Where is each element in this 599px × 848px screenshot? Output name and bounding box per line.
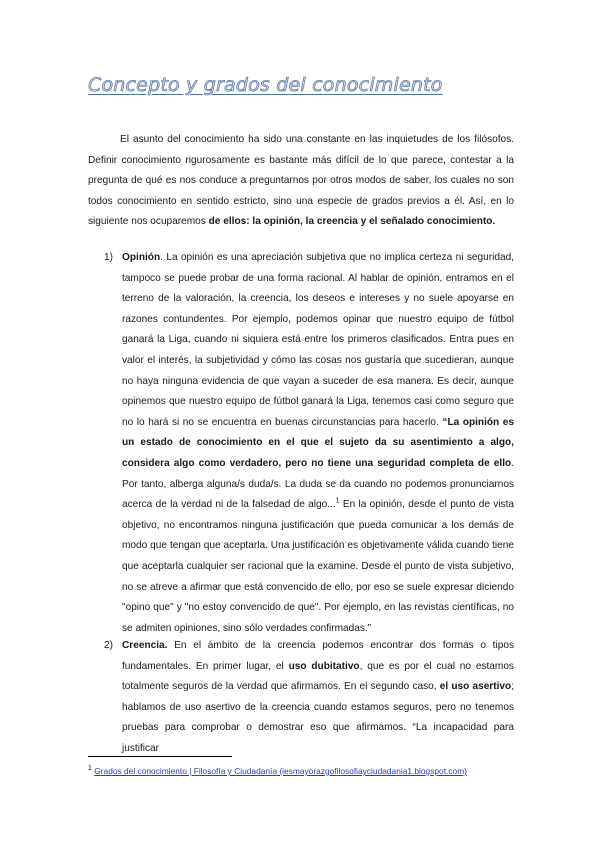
footnote-separator xyxy=(88,756,232,757)
opinion-text-3: En la opinión, desde el punto de vista objetivo, no encontramos ninguna justificación que pueda comunicar a los demás de modo que tengan que aceptarla. Una justificación es objetivamente válida cuando tiene que aceptarla cualquier ser racional que la examine. Desde el punto de vista subjetivo, no se atreve a afirmar que está convencido de ello, por eso se suele expresar diciendo "opino que" y "no estoy convencido de que". Por ejemplo, en las revistas científicas, no se admiten opiniones, sino sólo verdades confirmadas.” xyxy=(122,499,515,634)
creencia-text-2: , que es por el cual no estamos totalmente seguros de la verdad que afirmamos. En el segundo caso, xyxy=(122,660,514,693)
creencia-bold-2: el uso asertivo xyxy=(439,681,512,693)
footnote xyxy=(88,765,467,777)
list-item-text xyxy=(122,636,514,760)
opinion-text-2: . Por tanto, alberga alguna/s duda/s. La duda se da cuando no podemos pronunciarnos acerca de la verdad ni de la falsedad de algo... xyxy=(122,457,514,511)
list-item-text xyxy=(122,248,514,639)
page-title: Concepto y grados del conocimiento xyxy=(88,74,443,96)
opinion-bold-quote: “La opinión es un estado de conocimiento en el que el sujeto da su asentimiento a algo, considera algo como verdadero, pero no tiene una seguridad completa de ello xyxy=(122,416,515,469)
footnote-link[interactable]: Grados del conocimiento | Filosofía y Ciudadanía (iesmayorazgofilosofiayciudadania1.blogspot.com) xyxy=(94,766,467,776)
list-item-heading: Opinión xyxy=(122,252,161,263)
intro-bold-text: de ellos: la opinión, la creencia y el señalado conocimiento. xyxy=(208,216,496,228)
list-item-number: 2) xyxy=(104,640,113,651)
intro-paragraph xyxy=(88,130,514,233)
footnote-number: 1 xyxy=(88,765,92,773)
intro-text: El asunto del conocimiento ha sido una constante en las inquietudes de los filósofos. Definir conocimiento rigurosamente es bastante más difícil de lo que parece, contestar a la pregunta de qué es nos conduce a preguntarnos por otros modos de saber, los cuales no son todos conocimiento en sentido estricto, sino una especie de grados previos a él. Así, en lo siguiente nos ocuparemos xyxy=(88,134,514,228)
creencia-text-1: En el ámbito de la creencia podemos encontrar dos formas o tipos fundamentales. En primer lugar, el xyxy=(122,640,514,672)
list-item-number: 1) xyxy=(104,252,113,263)
opinion-text-1: . La opinión es una apreciación subjetiva que no implica certeza ni seguridad, tampoco se puede probar de una forma racional. Al hablar de opinión, entramos en el terreno de la valoración, la creencia, los deseos e intereses y no suele apoyarse en razones contundentes. Por ejemplo, podemos opinar que nuestro equipo de fútbol ganará la Liga, cuando ni siquiera está entre los primeros clasificados. Entra pues en valor el interés, la subjetividad y cómo las cosas nos gustaría que sucedieran, aunque no haya ninguna evidencia de que vayan a suceder de esa manera. Es decir, aunque opinemos que nuestro equipo de fútbol ganará la Liga, tenemos casi como seguro que no lo hará si no se encuentra en buenas circunstancias para hacerlo. xyxy=(122,252,514,428)
list-item-heading: Creencia. xyxy=(122,640,168,651)
creencia-bold-1: uso dubitativo xyxy=(288,660,360,672)
creencia-text-3: ; hablamos de uso asertivo de la creencia cuando estamos seguros, pero no tenemos pruebas para comprobar o demostrar eso que afirmamos. “La incapacidad para justificar xyxy=(122,681,514,754)
footnote-reference[interactable]: 1 xyxy=(335,497,340,505)
